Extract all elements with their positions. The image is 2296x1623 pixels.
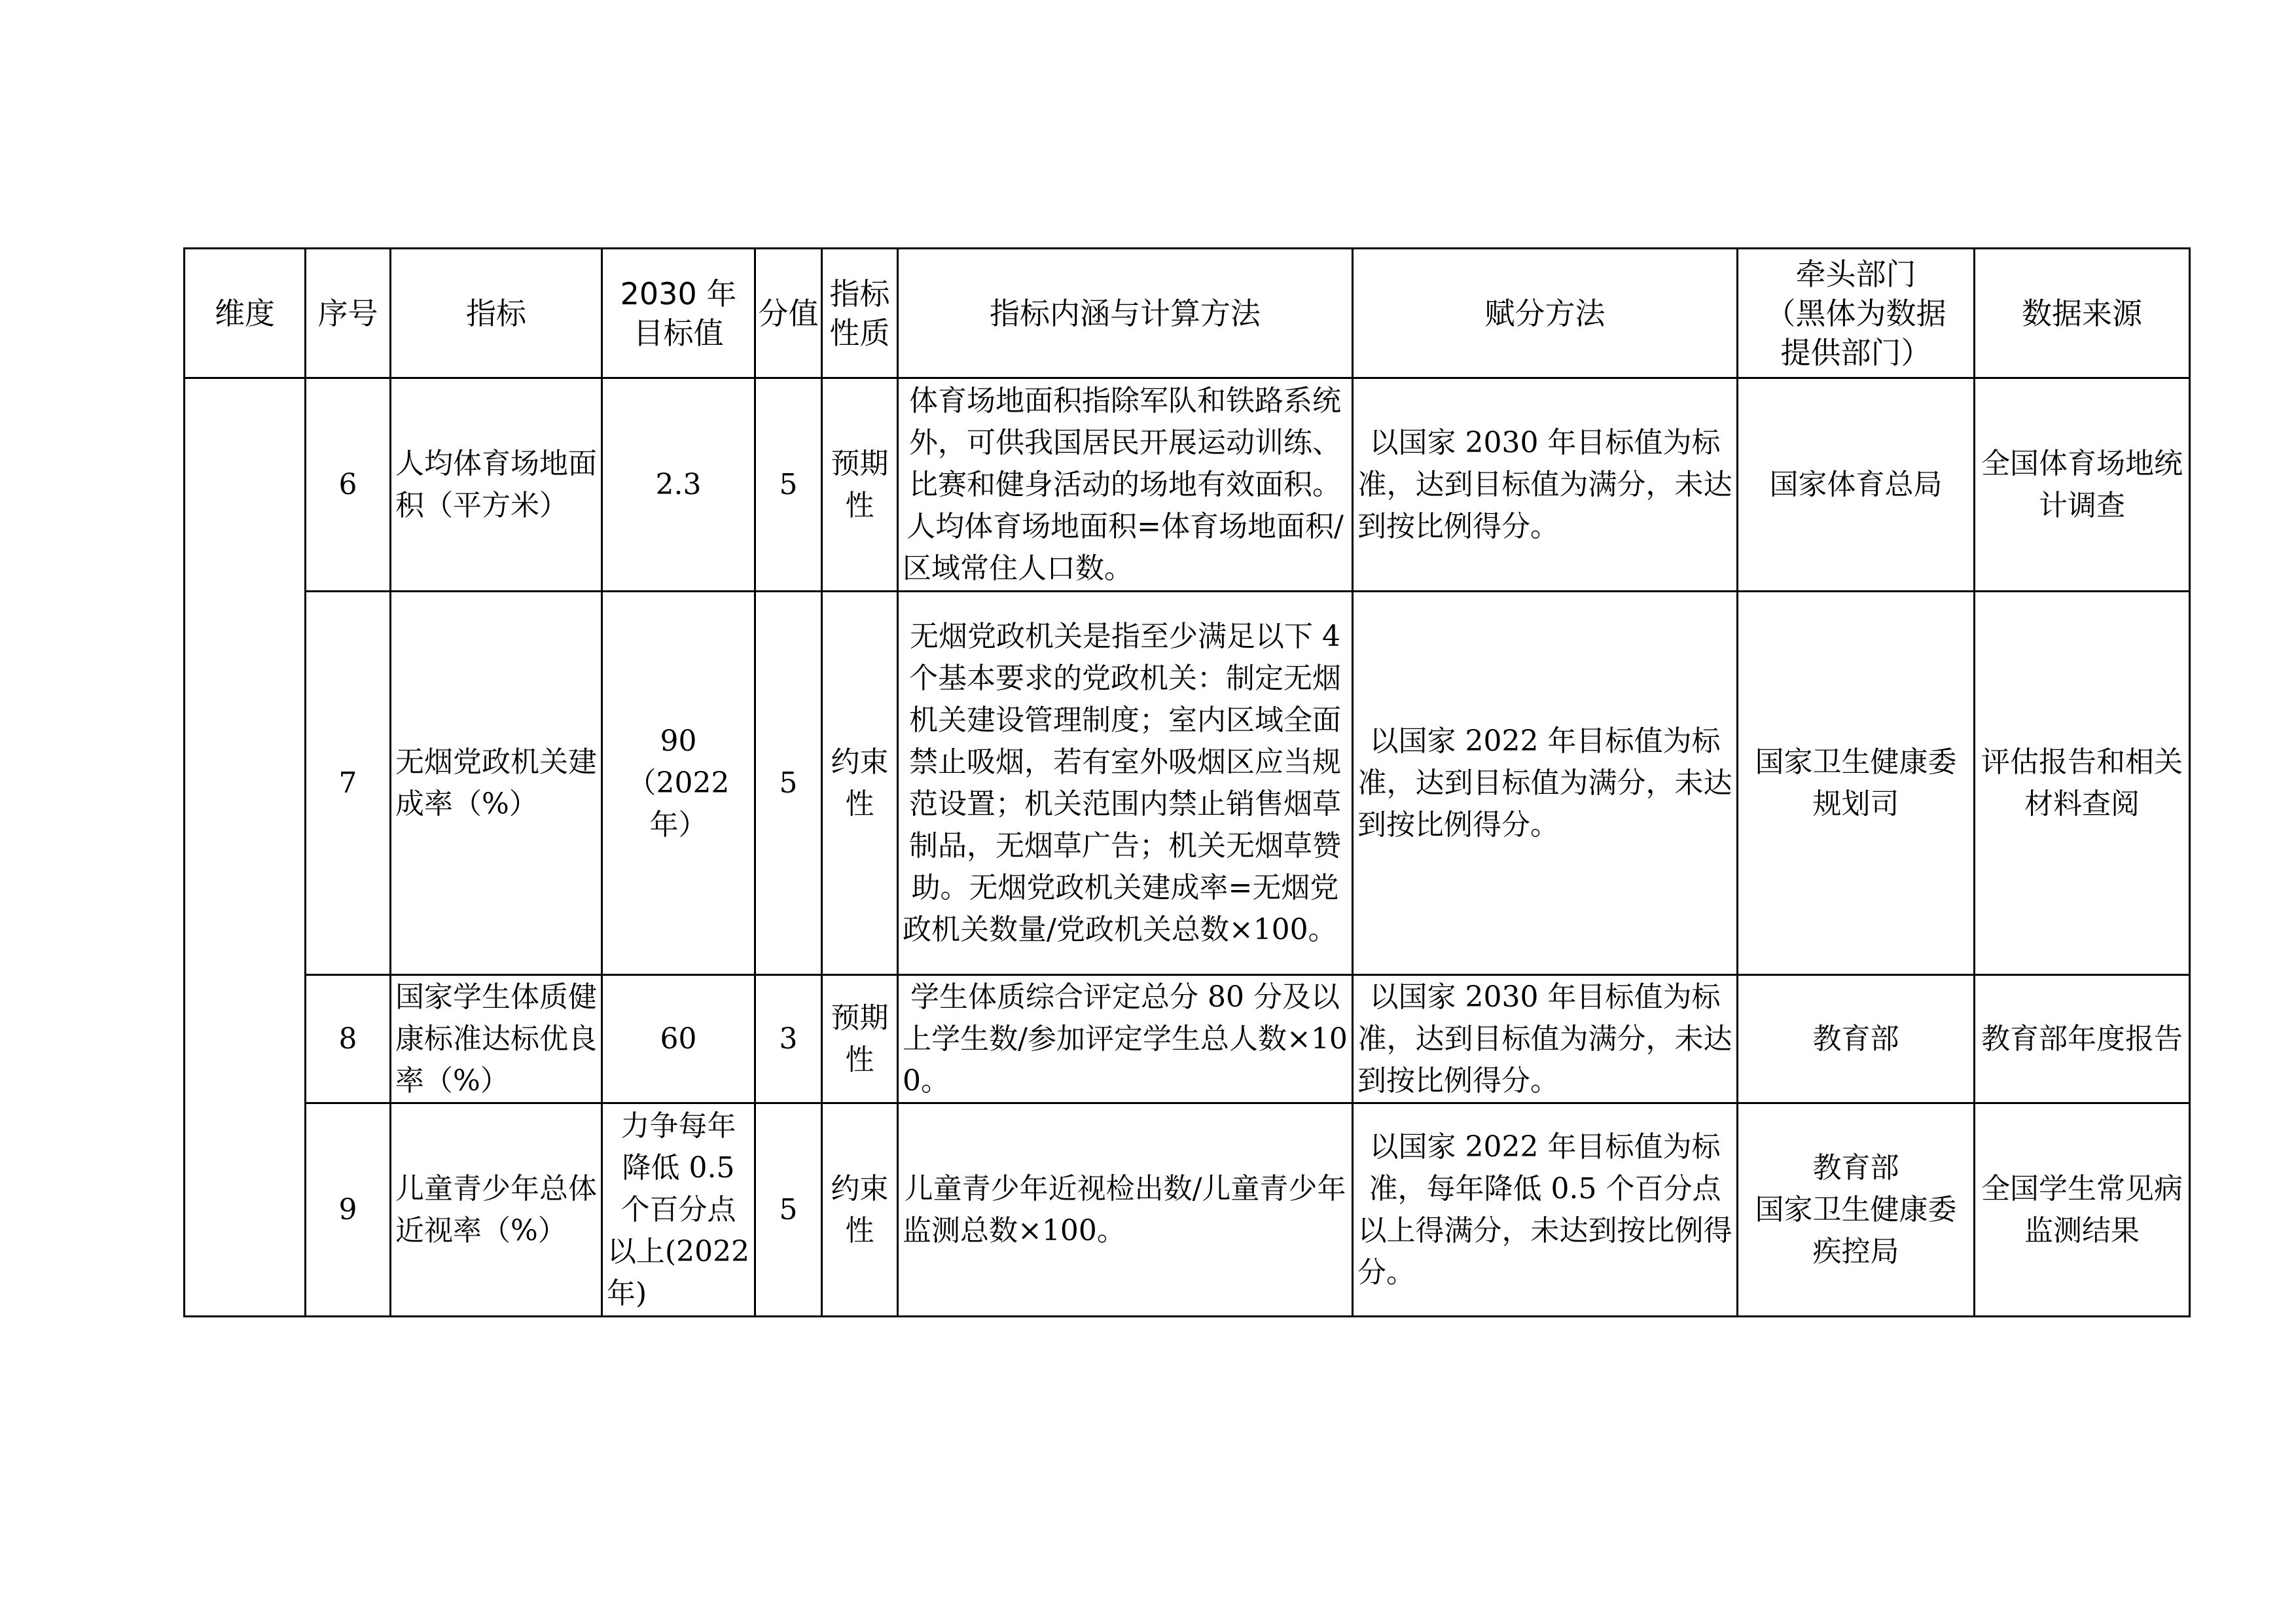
table-header-row: [185, 249, 2190, 378]
nature-cell: 预期性: [822, 378, 898, 592]
indicator-cell: 儿童青少年总体近视率（%）: [391, 1103, 602, 1317]
table-row: [185, 592, 2190, 975]
target-line: 力争每年降低 0.5 个百分点以上(2022年): [607, 1109, 750, 1310]
target-line: （2022: [627, 766, 730, 800]
seq-cell: 8: [306, 975, 391, 1103]
lead-dept-line: 教育部: [1812, 1022, 1899, 1056]
lead-dept-cell: [1738, 1103, 1975, 1317]
header-nature-line: 性质: [829, 315, 890, 351]
header-nature-line: 指标: [829, 276, 890, 312]
header-nature: [822, 249, 898, 378]
indicator-cell: 无烟党政机关建成率（%）: [391, 592, 602, 975]
dimension-cell: [185, 378, 306, 1317]
lead-dept-line: 疾控局: [1812, 1234, 1899, 1268]
header-target-2030: [602, 249, 755, 378]
scoring-cell: 以国家 2022 年目标值为标准，每年降低 0.5 个百分点以上得满分，未达到按比例得分。: [1353, 1103, 1738, 1317]
header-dimension: 维度: [185, 249, 306, 378]
scoring-cell: 以国家 2030 年目标值为标准，达到目标值为满分，未达到按比例得分。: [1353, 975, 1738, 1103]
header-seq: 序号: [306, 249, 391, 378]
target-line: 年）: [649, 808, 708, 842]
score-cell: 5: [755, 1103, 822, 1317]
nature-cell: 约束性: [822, 592, 898, 975]
header-lead-dept-line: 牵头部门: [1795, 256, 1916, 292]
header-source: 数据来源: [1975, 249, 2190, 378]
header-lead-dept-line: 提供部门）: [1780, 334, 1931, 370]
score-cell: 5: [755, 592, 822, 975]
header-definition: 指标内涵与计算方法: [898, 249, 1353, 378]
source-cell: 教育部年度报告: [1975, 975, 2190, 1103]
indicator-table: [183, 247, 2191, 1317]
target-cell: [602, 378, 755, 592]
seq-cell: 7: [306, 592, 391, 975]
definition-cell: 儿童青少年近视检出数/儿童青少年监测总数×100。: [898, 1103, 1353, 1317]
target-line: 60: [660, 1022, 697, 1056]
score-cell: 3: [755, 975, 822, 1103]
lead-dept-line: 国家卫生健康委: [1755, 745, 1957, 779]
scoring-cell: 以国家 2022 年目标值为标准，达到目标值为满分，未达到按比例得分。: [1353, 592, 1738, 975]
header-target-line: 2030 年: [620, 276, 737, 312]
scoring-cell: 以国家 2030 年目标值为标准，达到目标值为满分，未达到按比例得分。: [1353, 378, 1738, 592]
nature-cell: 预期性: [822, 975, 898, 1103]
lead-dept-line: 国家体育总局: [1769, 467, 1943, 501]
indicator-cell: 人均体育场地面积（平方米）: [391, 378, 602, 592]
target-cell: [602, 592, 755, 975]
table-row: [185, 1103, 2190, 1317]
nature-cell: 约束性: [822, 1103, 898, 1317]
lead-dept-line: 规划司: [1812, 787, 1899, 821]
seq-cell: 6: [306, 378, 391, 592]
target-cell: [602, 975, 755, 1103]
definition-cell: 无烟党政机关是指至少满足以下 4 个基本要求的党政机关：制定无烟机关建设管理制度；室内区域全面禁止吸烟，若有室外吸烟区应当规范设置；机关范围内禁止销售烟草制品，无烟草广告；机关无烟草赞助。无烟党政机关建成率=无烟党政机关数量/党政机关总数×100。: [898, 592, 1353, 975]
lead-dept-cell: [1738, 975, 1975, 1103]
target-line: 90: [660, 724, 697, 758]
lead-dept-cell: [1738, 378, 1975, 592]
header-scoring: 赋分方法: [1353, 249, 1738, 378]
lead-dept-line: 国家卫生健康委: [1755, 1192, 1957, 1226]
lead-dept-line: 教育部: [1812, 1150, 1899, 1185]
header-lead-dept-line: （黑体为数据: [1765, 295, 1946, 331]
source-cell: 评估报告和相关材料查阅: [1975, 592, 2190, 975]
header-target-line: 目标值: [633, 315, 724, 351]
source-cell: 全国学生常见病监测结果: [1975, 1103, 2190, 1317]
table-row: [185, 975, 2190, 1103]
score-cell: 5: [755, 378, 822, 592]
seq-cell: 9: [306, 1103, 391, 1317]
target-line: 2.3: [655, 467, 702, 501]
header-indicator: 指标: [391, 249, 602, 378]
header-score: 分值: [755, 249, 822, 378]
source-cell: 全国体育场地统计调查: [1975, 378, 2190, 592]
indicator-cell: 国家学生体质健康标准达标优良率（%）: [391, 975, 602, 1103]
table-row: [185, 378, 2190, 592]
lead-dept-cell: [1738, 592, 1975, 975]
header-lead-dept: [1738, 249, 1975, 378]
definition-cell: 学生体质综合评定总分 80 分及以上学生数/参加评定学生总人数×100。: [898, 975, 1353, 1103]
target-cell: [602, 1103, 755, 1317]
definition-cell: 体育场地面积指除军队和铁路系统外，可供我国居民开展运动训练、比赛和健身活动的场地有效面积。人均体育场地面积=体育场地面积/区域常住人口数。: [898, 378, 1353, 592]
